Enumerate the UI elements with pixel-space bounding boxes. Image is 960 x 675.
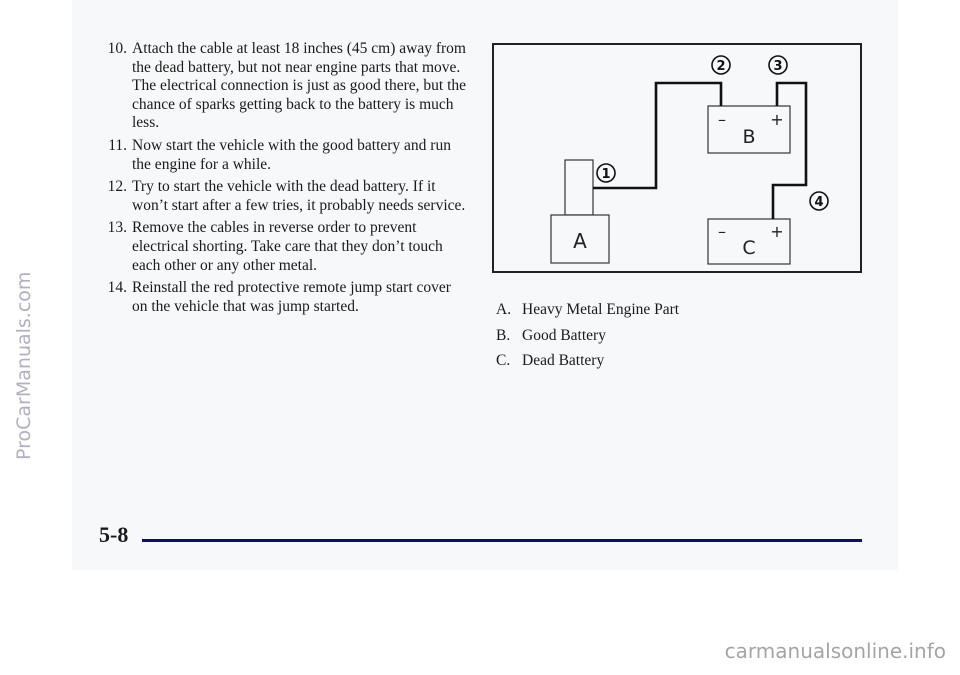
legend-item-b (496, 327, 796, 346)
battery-c-negative: – (718, 222, 726, 241)
legend-letter: B. (496, 326, 511, 344)
side-watermark: ProCarManuals.com (13, 271, 35, 460)
engine-part-label: A (573, 229, 587, 253)
step-number: 11. (108, 136, 127, 154)
marker-3 (769, 56, 787, 74)
legend-letter: A. (496, 301, 512, 318)
step-text: Now start the vehicle with the good battery and run the engine for a while. (132, 136, 451, 173)
step-number: 14. (107, 279, 127, 297)
diagram-legend (496, 301, 796, 378)
legend-item-a (496, 301, 796, 320)
marker-1-label: 1 (601, 167, 611, 182)
marker-3-label: 3 (773, 59, 783, 74)
step-text: Reinstall the red protective remote jump start cover on the vehicle that was jump started. (132, 279, 451, 315)
battery-b-negative: – (718, 110, 726, 129)
jump-start-diagram (492, 43, 862, 273)
marker-2 (712, 56, 730, 74)
step-12 (100, 178, 470, 215)
legend-text: Good Battery (522, 326, 606, 344)
step-10 (100, 40, 470, 133)
marker-4-label: 4 (814, 195, 824, 210)
step-13 (100, 219, 470, 275)
legend-text: Heavy Metal Engine Part (522, 301, 680, 318)
bottom-watermark: carmanualsonline.info (724, 639, 946, 663)
step-11 (100, 137, 470, 174)
battery-c-label: C (742, 237, 756, 259)
marker-4 (810, 192, 828, 210)
step-number: 10. (107, 40, 127, 57)
step-number: 12. (107, 178, 127, 196)
step-text: Remove the cables in reverse order to prevent electrical shorting. Take care that they don’t touch each other or any other metal. (132, 219, 443, 274)
battery-c-positive: + (770, 222, 784, 241)
legend-item-c (496, 352, 796, 371)
marker-1 (597, 164, 615, 182)
battery-b-positive: + (770, 110, 784, 129)
legend-letter: C. (496, 352, 511, 370)
marker-2-label: 2 (716, 59, 726, 74)
page-number: 5-8 (99, 522, 129, 547)
step-number: 13. (107, 219, 127, 237)
step-text: Try to start the vehicle with the dead battery. If it won’t start after a few tries, it probably needs service. (132, 178, 466, 214)
legend-text: Dead Battery (522, 352, 605, 370)
step-text: Attach the cable at least 18 inches (45 cm) away from the dead battery, but not near engine parts that move. The electrical connection is just as good there, but the chance of sparks getting back to the battery is much less. (132, 40, 466, 132)
battery-b-label: B (742, 126, 756, 148)
engine-part-stem (565, 160, 593, 215)
footer-rule (142, 539, 862, 542)
instruction-steps (100, 40, 470, 320)
step-14 (100, 279, 470, 316)
